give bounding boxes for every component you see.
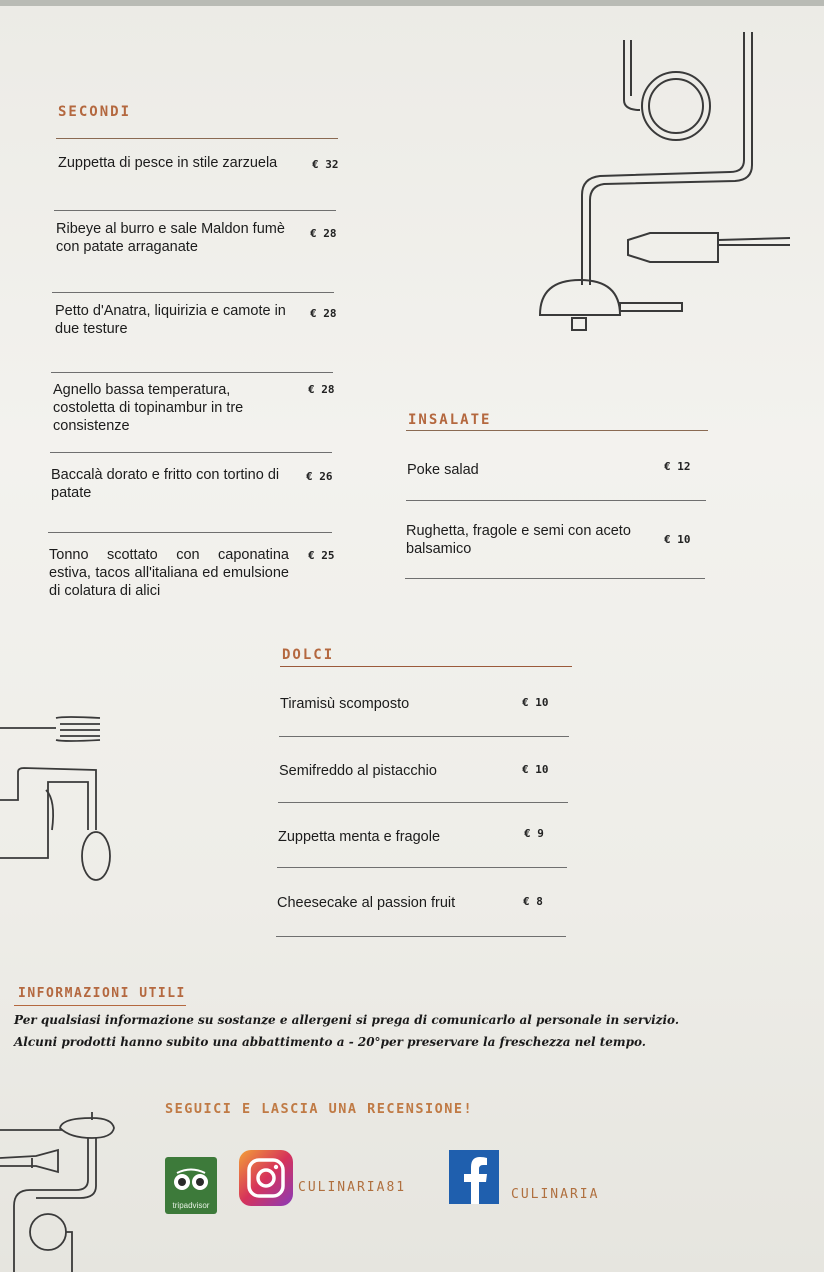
insalate-title-rule	[406, 430, 708, 431]
fork-line-drawing	[0, 717, 110, 880]
secondi-item-5: Baccalà dorato e fritto con tortino di patate	[51, 467, 280, 501]
insalate-item-2: Rughetta, fragole e semi con aceto balsamico	[406, 523, 631, 557]
secondi-title: SECONDI	[58, 104, 132, 120]
secondi-item-6: Tonno scottato con caponatina estiva, tacos all'italiana ed emulsione di colatura di alici	[49, 547, 289, 599]
secondi-price-1: € 32	[312, 158, 339, 171]
secondi-item-4: Agnello bassa temperatura, costoletta di topinambur in tre consistenze	[53, 382, 244, 434]
dolci-item-1: Tiramisù scomposto	[280, 696, 410, 712]
instagram-camera-glyph	[239, 1150, 293, 1206]
top-right-line-art	[540, 32, 790, 330]
bottom-left-line-art	[0, 1112, 114, 1272]
divider	[51, 372, 333, 373]
social-title: SEGUICI E LASCIA UNA RECENSIONE!	[165, 1101, 474, 1117]
divider	[405, 578, 705, 579]
info-line-2: Alcuni prodotti hanno subito una abbattimento a - 20°per preservare la freschezza nel tempo.	[14, 1035, 646, 1049]
tripadvisor-label: tripadvisor	[172, 1201, 210, 1210]
secondi-price-6: € 25	[308, 549, 335, 562]
dolci-price-3: € 9	[524, 827, 544, 840]
divider	[406, 500, 706, 501]
insalate-item-1: Poke salad	[407, 462, 479, 478]
secondi-item-1: Zuppetta di pesce in stile zarzuela	[58, 155, 278, 171]
divider	[54, 210, 336, 211]
dolci-title-rule	[280, 666, 572, 667]
secondi-item-3: Petto d'Anatra, liquirizia e camote in due testure	[55, 303, 286, 337]
dolci-price-4: € 8	[523, 895, 543, 908]
secondi-title-rule	[56, 138, 338, 139]
divider	[276, 936, 566, 937]
secondi-item-2: Ribeye al burro e sale Maldon fumè con patate arraganate	[56, 221, 285, 255]
dolci-item-3: Zuppetta menta e fragole	[278, 829, 441, 845]
dolci-item-2: Semifreddo al pistacchio	[279, 763, 437, 779]
secondi-price-5: € 26	[306, 470, 333, 483]
divider	[277, 867, 567, 868]
insalate-price-2: € 10	[664, 533, 691, 546]
insalate-title: INSALATE	[408, 412, 492, 428]
divider	[278, 802, 568, 803]
dolci-price-2: € 10	[522, 763, 549, 776]
divider	[52, 292, 334, 293]
divider	[48, 532, 332, 533]
facebook-f-glyph	[449, 1150, 499, 1204]
divider	[50, 452, 332, 453]
instagram-handle[interactable]: CULINARIA81	[298, 1180, 407, 1195]
info-line-1: Per qualsiasi informazione su sostanze e allergeni si prega di comunicarlo al personale in servizio.	[14, 1013, 680, 1027]
instagram-icon[interactable]	[239, 1150, 293, 1206]
insalate-price-1: € 12	[664, 460, 691, 473]
secondi-price-2: € 28	[310, 227, 337, 240]
dolci-price-1: € 10	[522, 696, 549, 709]
secondi-price-3: € 28	[310, 307, 337, 320]
facebook-icon[interactable]	[449, 1150, 499, 1204]
divider	[279, 736, 569, 737]
info-title: INFORMAZIONI UTILI	[18, 986, 186, 1001]
tripadvisor-owl-icon[interactable]	[165, 1157, 217, 1214]
secondi-price-4: € 28	[308, 383, 335, 396]
info-title-rule	[14, 1005, 186, 1006]
dolci-item-4: Cheesecake al passion fruit	[277, 895, 456, 911]
dolci-title: DOLCI	[282, 647, 335, 663]
facebook-handle[interactable]: CULINARIA	[511, 1187, 600, 1202]
